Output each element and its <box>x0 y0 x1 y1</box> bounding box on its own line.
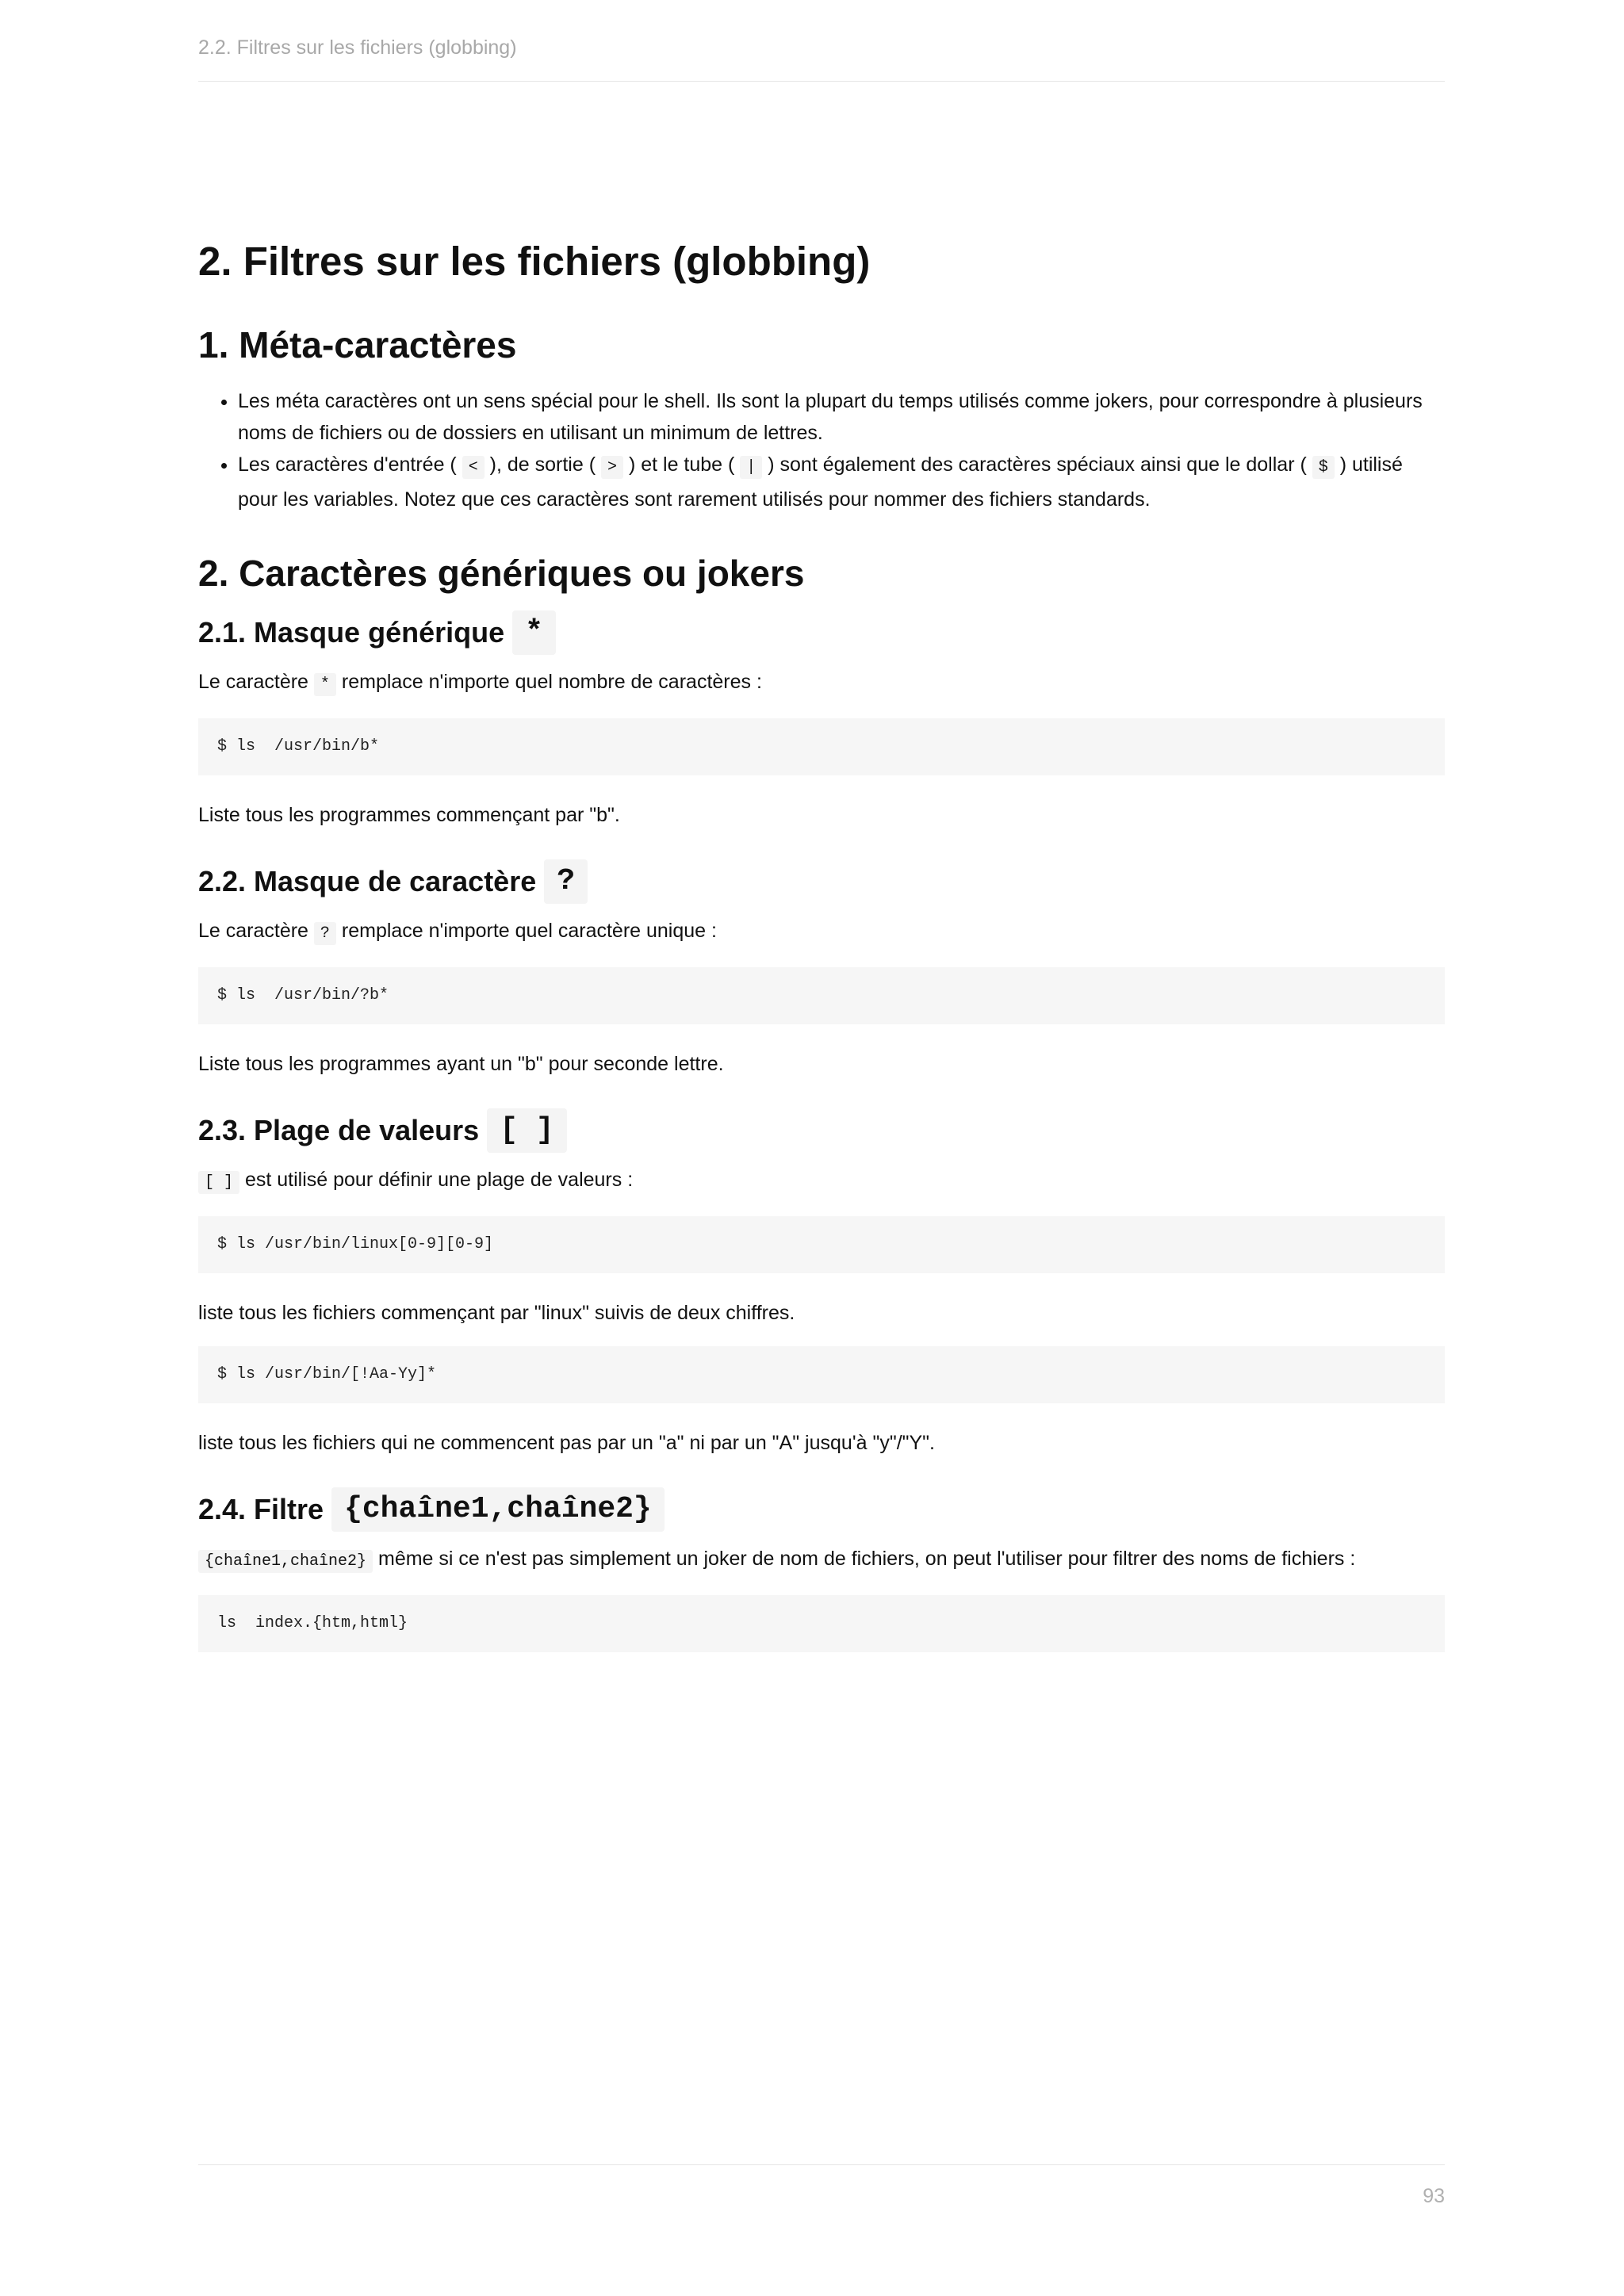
heading-text: 2.1. Masque générique <box>198 616 505 649</box>
inline-code: * <box>314 673 336 696</box>
code-block: ls index.{htm,html} <box>198 1595 1445 1652</box>
heading-text: 2.2. Masque de caractère <box>198 865 537 897</box>
paragraph <box>198 1164 1445 1199</box>
inline-code: {chaîne1,chaîne2} <box>198 1550 373 1573</box>
running-header: 2.2. Filtres sur les fichiers (globbing) <box>198 36 517 59</box>
section-2-1-heading <box>198 610 1445 655</box>
inline-code: | <box>740 456 762 479</box>
bullet-list <box>198 385 1445 515</box>
page-title: 2. Filtres sur les fichiers (globbing) <box>198 239 871 284</box>
paragraph: liste tous les fichiers qui ne commencent pas par un "a" ni par un "A" jusqu'à "y"/"Y". <box>198 1432 936 1454</box>
bullet-text: Les méta caractères ont un sens spécial pour le shell. Ils sont la plupart du temps utilisés comme jokers, pour correspondre à plusieurs noms de fichiers ou de dossiers en utilisant un minimum de lettres. <box>238 390 1423 444</box>
paragraph <box>198 666 1445 701</box>
section-2-heading: 2. Caractères génériques ou jokers <box>198 553 805 594</box>
heading-code: [ ] <box>487 1108 566 1153</box>
inline-code: [ ] <box>198 1171 239 1194</box>
bullet-text: ) et le tube ( <box>623 453 741 476</box>
paragraph <box>198 915 1445 950</box>
text: est utilisé pour définir une plage de valeurs : <box>239 1169 634 1191</box>
text: remplace n'importe quel nombre de caractères : <box>335 671 762 693</box>
text: Le caractère <box>198 671 314 693</box>
bullet-text: ) utilisé pour les variables. Notez que ces caractères sont rarement utilisés pour nommer des fichiers standards. <box>238 453 1403 511</box>
list-item <box>238 385 1445 449</box>
code-block: $ ls /usr/bin/linux[0-9][0-9] <box>198 1216 1445 1273</box>
list-item <box>238 449 1445 515</box>
paragraph: Liste tous les programmes ayant un "b" pour seconde lettre. <box>198 1053 724 1075</box>
bullet-text: Les caractères d'entrée ( <box>238 453 462 476</box>
inline-code: ? <box>314 922 336 945</box>
inline-code: < <box>462 456 485 479</box>
paragraph <box>198 1543 1445 1578</box>
bullet-text: ) sont également des caractères spéciaux ainsi que le dollar ( <box>762 453 1312 476</box>
code-block: $ ls /usr/bin/[!Aa-Yy]* <box>198 1346 1445 1403</box>
page-content <box>198 238 1445 1652</box>
heading-code: * <box>512 610 556 655</box>
section-1-heading: 1. Méta-caractères <box>198 324 517 365</box>
paragraph: Liste tous les programmes commençant par "b". <box>198 804 620 826</box>
paragraph: liste tous les fichiers commençant par "linux" suivis de deux chiffres. <box>198 1302 795 1324</box>
text: même si ce n'est pas simplement un joker de nom de fichiers, on peut l'utiliser pour filtrer des noms de fichiers : <box>373 1548 1356 1570</box>
section-2-4-heading <box>198 1487 1445 1532</box>
section-2-2-heading <box>198 859 1445 904</box>
code-block: $ ls /usr/bin/b* <box>198 718 1445 775</box>
bullet-text: ), de sortie ( <box>484 453 601 476</box>
document-page <box>198 0 1445 2296</box>
inline-code: > <box>601 456 623 479</box>
text: Le caractère <box>198 920 314 942</box>
text: remplace n'importe quel caractère unique : <box>335 920 717 942</box>
heading-code: {chaîne1,chaîne2} <box>331 1487 665 1532</box>
heading-text: 2.3. Plage de valeurs <box>198 1114 480 1146</box>
footer-divider <box>198 2164 1445 2165</box>
section-2-3-heading <box>198 1108 1445 1153</box>
code-block: $ ls /usr/bin/?b* <box>198 967 1445 1024</box>
heading-text: 2.4. Filtre <box>198 1493 324 1525</box>
heading-code: ? <box>544 859 588 904</box>
header-divider <box>198 81 1445 82</box>
inline-code: $ <box>1312 456 1335 479</box>
page-number: 93 <box>1423 2185 1445 2207</box>
